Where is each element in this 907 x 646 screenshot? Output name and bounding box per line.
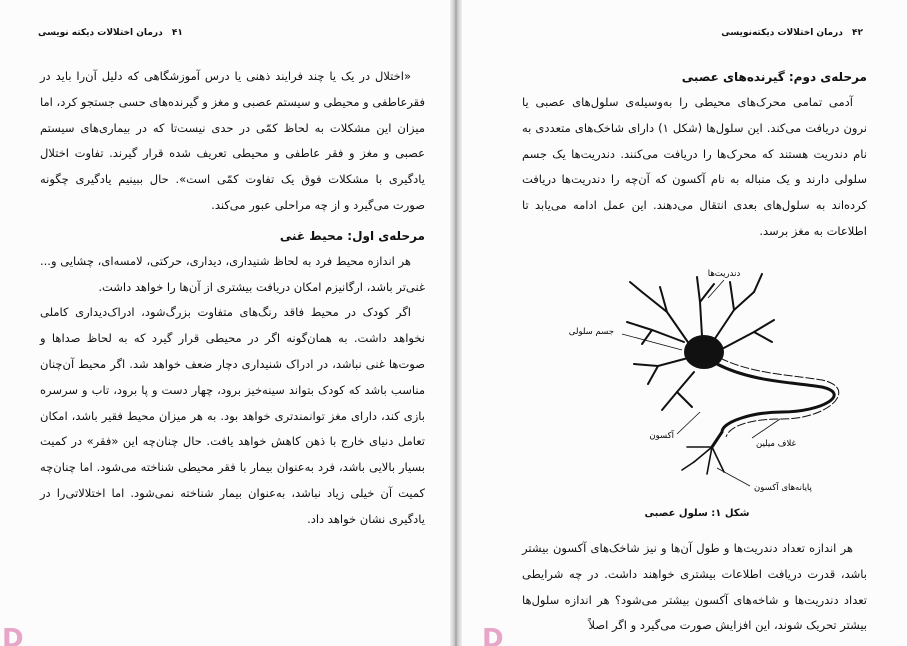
pink-edge-mark-right: D <box>482 624 504 646</box>
left-page <box>0 0 450 646</box>
right-running-header <box>721 28 863 38</box>
section-heading-second-stage: مرحله‌ی دوم: گیرنده‌های عصبی <box>681 70 867 84</box>
neuron-figure <box>462 262 907 502</box>
figure-caption: شکل ۱: سلول عصبی <box>644 508 750 519</box>
pink-edge-mark: D <box>2 624 24 646</box>
book-spine <box>450 0 462 646</box>
paragraph-neurons-2: هر اندازه تعداد دندریت‌ها و طول آن‌ها و نیز شاخک‌های آکسون بیشتر باشد، قدرت دریافت اطلاعات بیشتری خواهند داشت. در چه شرایطی تعداد دندریت‌ها و شاخه‌های آکسون بیشتر می‌شود؟ هر اندازه سلول‌ها بیشتر تحریک شوند، این افزایش صورت می‌گیرد و اگر اصلاً <box>522 541 867 633</box>
label-axon-terminals: پایانه‌های آکسون <box>754 483 812 493</box>
myelin-sheath <box>720 358 839 437</box>
paragraph-rich-environment-2: اگر کودک در محیط فاقد رنگ‌های متفاوت بزرگ‌شود، ادراک‌دیداری کاملی نخواهد داشت. به همان‌گونه اگر در محیطی قرار گیرد که به لحاظ صداها و صوت‌ها غنی نباشد، در ادراک شنیداری دچار ضعف خواهد شد. اگر محیط آن‌چنان مناسب باشد که کودک بتواند سینه‌خیز برود، چهار دست و پا برود، تاب و سرسره بازی کند، دارای مغز توانمندتری خواهد بود. به هر میزان محیط فقیر باشد، امکان تعامل دنیای خارج با ذهن کاهش خواهد یافت. حال چنان‌چه این «فقر» در کمیت بسیار بالایی باشد، فرد به‌عنوان بیمار با فقر محیطی شناخته می‌شود. اما چنان‌چه کمیت آن خیلی زیاد نباشد، به‌عنوان بیمار شناخته نمی‌شود. اما اختلالاتی‌را در یادگیری نشان خواهد داد. <box>40 305 425 526</box>
label-dendrites: دندریت‌ها <box>707 269 741 279</box>
label-myelin: غلاف میلین <box>756 439 796 449</box>
axon-terminals <box>682 447 724 474</box>
label-axon: آکسون <box>649 431 674 441</box>
section-heading-first-stage: مرحله‌ی اول: محیط غنی <box>279 228 425 243</box>
right-body-text-bottom <box>522 536 867 639</box>
right-page <box>462 0 907 646</box>
axon-path <box>712 364 834 447</box>
left-running-header <box>38 28 183 38</box>
right-header-title: درمان اختلالات دیکته‌نویسی <box>721 28 843 38</box>
left-page-number: ۴۱ <box>171 28 183 38</box>
right-body-text-top <box>522 64 867 245</box>
label-cell-body: جسم سلولی <box>568 327 614 337</box>
left-header-title: درمان اختلالات دیکته نویسی <box>38 28 163 38</box>
right-page-number: ۴۲ <box>852 28 863 38</box>
intro-paragraph: «اختلال در یک یا چند فرایند ذهنی یا درس آموزشگاهی که دلیل آن‌را باید در فقرعاطفی و محیطی و سیستم عصبی و مغز و گیرنده‌های حسی جستجو کرد، اما میزان این مشکلات به لحاظ کمّی در حدی نیست‌تا که در بیماری‌های سیستم عصبی و مغز و فقر عاطفی و محیطی تعریف شده قرار گیرند. تفاوت اختلال یادگیری با مشکلات فوق یک تفاوت کمّی است». حال ببینیم یادگیری چگونه صورت می‌گیرد و از چه مراحلی عبور می‌کند. <box>40 69 425 212</box>
left-body-text <box>40 64 425 533</box>
paragraph-rich-environment-1: هر اندازه محیط فرد به لحاظ شنیداری، دیداری، حرکتی، لامسه‌ای، چشایی و... غنی‌تر باشد، ارگانیزم امکان دریافت بیشتری از آن‌ها را خواهد داشت. <box>40 253 425 294</box>
paragraph-neurons-1: آدمی تمامی محرک‌های محیطی را به‌وسیله‌ی سلول‌های عصبی یا نرون دریافت می‌کند. این سلول‌ها (شکل ۱) دارای شاخک‌های متعددی به نام دندریت هستند که محرک‌ها را دریافت می‌کنند. دندریت‌ها یک جسم سلولی دارند و یک منباله به نام آکسون که آن‌چه را دندریت‌ها دریافت کرده‌اند به سلول‌های بعدی انتقال می‌دهند. این عمل ادامه می‌یابد تا اطلاعات به مغز برسد. <box>522 95 867 238</box>
